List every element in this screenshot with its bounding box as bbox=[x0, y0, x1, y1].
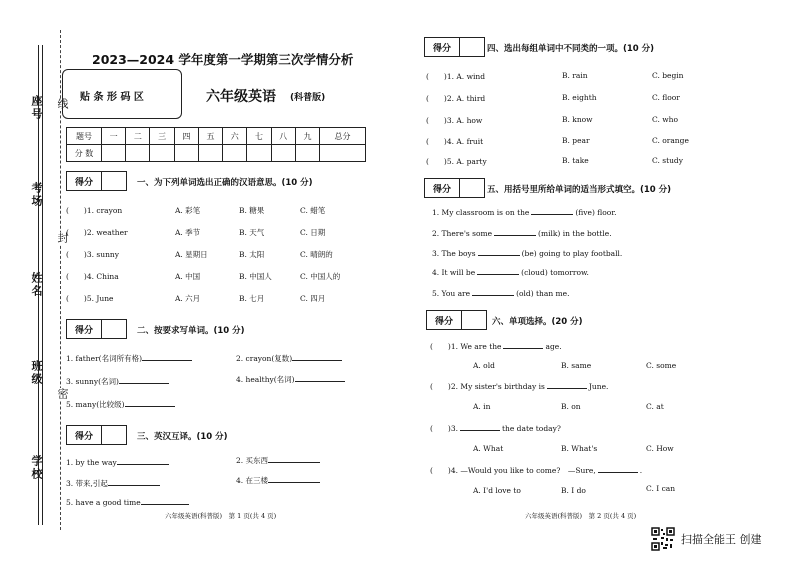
question-row[interactable]: ( )3. sunny bbox=[66, 250, 119, 259]
exam-title: 2023—2024 学年度第一学期第三次学情分析 bbox=[92, 52, 354, 67]
option-b[interactable]: B. eighth bbox=[562, 93, 597, 102]
score-input-cell[interactable] bbox=[271, 145, 295, 162]
write-item[interactable]: 5. many(比较级) bbox=[66, 399, 175, 410]
score-table-cell: 一 bbox=[102, 128, 126, 145]
option-b[interactable]: B. on bbox=[561, 402, 581, 411]
score-table-header-row bbox=[67, 128, 366, 145]
option-b[interactable]: B. 天气 bbox=[239, 228, 265, 237]
question-row[interactable]: ( )2. My sister's birthday is June. bbox=[430, 382, 609, 391]
score-input-cell[interactable] bbox=[198, 145, 222, 162]
option-a[interactable]: A. I'd love to bbox=[473, 486, 521, 495]
write-item[interactable]: 1. father(名词所有格) bbox=[66, 353, 192, 364]
option-a[interactable]: A. in bbox=[473, 402, 491, 411]
answer-blank[interactable] bbox=[108, 485, 160, 486]
option-c[interactable]: C. study bbox=[652, 156, 683, 165]
option-b[interactable]: B. pear bbox=[562, 136, 590, 145]
option-a[interactable]: A. 季节 bbox=[175, 228, 201, 237]
score-box-label: 得分 bbox=[425, 38, 460, 56]
question-row[interactable]: ( )5. A. party bbox=[426, 157, 487, 166]
answer-blank[interactable] bbox=[268, 462, 320, 463]
seal-word-top: 线 bbox=[56, 98, 69, 111]
option-c[interactable]: C. begin bbox=[652, 71, 684, 80]
write-item[interactable]: 4. healthy(名词) bbox=[236, 374, 345, 385]
margin-class-label: 班级 bbox=[30, 360, 43, 386]
score-input-cell[interactable] bbox=[295, 145, 319, 162]
seal-word-bottom: 密 bbox=[56, 388, 69, 401]
option-a[interactable]: A. 中国 bbox=[175, 272, 201, 281]
score-box-label: 得分 bbox=[427, 311, 462, 329]
score-box[interactable] bbox=[66, 171, 127, 191]
answer-blank[interactable] bbox=[598, 472, 638, 473]
option-a[interactable]: A. 六月 bbox=[175, 294, 201, 303]
score-table-cell: 二 bbox=[126, 128, 150, 145]
score-table-cell: 题号 bbox=[67, 128, 102, 145]
option-c[interactable]: C. orange bbox=[652, 136, 689, 145]
margin-school-label: 学校 bbox=[30, 455, 43, 481]
edition-label: (科普版) bbox=[290, 93, 326, 103]
option-a[interactable]: A. 彩笔 bbox=[175, 206, 201, 215]
score-box-label: 得分 bbox=[67, 426, 102, 444]
score-input-cell[interactable] bbox=[320, 145, 366, 162]
score-table-score-row bbox=[67, 145, 366, 162]
section-6-title: 六、单项选择。(20 分) bbox=[492, 317, 583, 327]
score-table-cell: 七 bbox=[247, 128, 271, 145]
option-c[interactable]: C. 晴朗的 bbox=[300, 250, 333, 259]
option-b[interactable]: B. 太阳 bbox=[239, 250, 265, 259]
fill-item[interactable]: 4. It will be (cloud) tomorrow. bbox=[432, 268, 589, 277]
score-table-cell: 八 bbox=[271, 128, 295, 145]
answer-blank[interactable] bbox=[142, 360, 192, 361]
answer-blank[interactable] bbox=[141, 504, 189, 505]
score-table-cell: 五 bbox=[198, 128, 222, 145]
score-box[interactable] bbox=[66, 319, 127, 339]
page-footer-left: 六年级英语(科普版) 第 1 页(共 4 页) bbox=[165, 512, 277, 520]
qr-code-icon bbox=[651, 527, 675, 551]
section-2-title: 二、按要求写单词。(10 分) bbox=[137, 326, 245, 336]
question-row[interactable]: ( )4. A. fruit bbox=[426, 137, 484, 146]
fill-item[interactable]: 1. My classroom is on the (five) floor. bbox=[432, 208, 617, 217]
option-c[interactable]: C. 蜡笔 bbox=[300, 206, 326, 215]
translate-item[interactable]: 1. by the way bbox=[66, 458, 169, 467]
question-row[interactable]: ( )5. June bbox=[66, 294, 114, 303]
option-c[interactable]: C. at bbox=[646, 402, 664, 411]
answer-blank[interactable] bbox=[295, 381, 345, 382]
answer-blank[interactable] bbox=[460, 430, 500, 431]
answer-blank[interactable] bbox=[292, 360, 342, 361]
question-row[interactable]: ( )3. A. how bbox=[426, 116, 483, 125]
option-a[interactable]: A. 星期日 bbox=[175, 250, 208, 259]
margin-seat-label: 座号 bbox=[30, 95, 43, 121]
write-item[interactable]: 2. crayon(复数) bbox=[236, 353, 342, 364]
score-input-cell[interactable] bbox=[126, 145, 150, 162]
option-b[interactable]: B. know bbox=[562, 115, 593, 124]
option-c[interactable]: C. some bbox=[646, 361, 677, 370]
scanner-watermark: 扫描全能王 创建 bbox=[681, 533, 762, 546]
score-box[interactable] bbox=[66, 425, 127, 445]
question-row[interactable]: ( )2. A. third bbox=[426, 94, 486, 103]
option-b[interactable]: B. What's bbox=[561, 444, 598, 453]
translate-item[interactable]: 4. 在三楼 bbox=[236, 475, 320, 486]
page-footer-right: 六年级英语(科普版) 第 2 页(共 4 页) bbox=[525, 512, 637, 520]
option-a[interactable]: A. old bbox=[473, 361, 495, 370]
section-3-title: 三、英汉互译。(10 分) bbox=[137, 432, 228, 442]
option-a[interactable]: A. What bbox=[473, 444, 504, 453]
option-b[interactable]: B. 七月 bbox=[239, 294, 265, 303]
score-table-cell: 四 bbox=[174, 128, 198, 145]
question-row[interactable]: ( )4. China bbox=[66, 272, 119, 281]
option-c[interactable]: C. 四月 bbox=[300, 294, 326, 303]
question-row[interactable]: ( )1. A. wind bbox=[426, 72, 486, 81]
answer-blank[interactable] bbox=[531, 214, 573, 215]
answer-blank[interactable] bbox=[472, 295, 514, 296]
score-table bbox=[66, 127, 366, 162]
write-item[interactable]: 3. sunny(名词) bbox=[66, 376, 169, 387]
score-box[interactable] bbox=[426, 310, 487, 330]
fill-item[interactable]: 5. You are (old) than me. bbox=[432, 289, 570, 298]
margin-exam-room-label: 考场 bbox=[30, 182, 43, 208]
answer-blank[interactable] bbox=[117, 464, 169, 465]
score-input-cell[interactable] bbox=[247, 145, 271, 162]
score-box-label: 得分 bbox=[425, 179, 460, 197]
answer-blank[interactable] bbox=[125, 406, 175, 407]
score-input-cell[interactable] bbox=[223, 145, 247, 162]
option-c[interactable]: C. floor bbox=[652, 93, 680, 102]
score-box[interactable] bbox=[424, 37, 485, 57]
answer-blank[interactable] bbox=[477, 274, 519, 275]
option-c[interactable]: C. 中国人的 bbox=[300, 272, 341, 281]
question-row[interactable]: ( )2. weather bbox=[66, 228, 128, 237]
score-input-cell[interactable] bbox=[102, 145, 126, 162]
translate-item[interactable]: 3. 带来,引起 bbox=[66, 478, 160, 489]
section-5-title: 五、用括号里所给单词的适当形式填空。(10 分) bbox=[487, 185, 672, 195]
grade-subject: 六年级英语 bbox=[206, 89, 276, 105]
score-table-cell: 分 数 bbox=[67, 145, 102, 162]
answer-blank[interactable] bbox=[547, 388, 587, 389]
option-b[interactable]: B. take bbox=[562, 156, 589, 165]
answer-blank[interactable] bbox=[494, 235, 536, 236]
answer-blank[interactable] bbox=[268, 482, 320, 483]
fill-item[interactable]: 3. The boys (be) going to play football. bbox=[432, 249, 623, 258]
fill-item[interactable]: 2. There's some (milk) in the bottle. bbox=[432, 229, 612, 238]
score-box-label: 得分 bbox=[67, 320, 102, 338]
score-box-label: 得分 bbox=[67, 172, 102, 190]
answer-blank[interactable] bbox=[503, 348, 543, 349]
score-table-cell: 三 bbox=[150, 128, 174, 145]
option-b[interactable]: B. same bbox=[561, 361, 592, 370]
answer-blank[interactable] bbox=[119, 383, 169, 384]
option-c[interactable]: C. 日期 bbox=[300, 228, 326, 237]
translate-item[interactable]: 2. 买东西 bbox=[236, 455, 320, 466]
margin-name-label: 姓名 bbox=[30, 272, 43, 298]
barcode-label: 贴 条 形 码 区 bbox=[80, 92, 144, 103]
option-c[interactable]: C. I can bbox=[646, 484, 676, 493]
option-b[interactable]: B. 糖果 bbox=[239, 206, 265, 215]
score-box[interactable] bbox=[424, 178, 485, 198]
score-table-cell: 总分 bbox=[320, 128, 366, 145]
score-input-cell[interactable] bbox=[150, 145, 174, 162]
question-row[interactable]: ( )4. —Would you like to come? —Sure, . bbox=[430, 466, 643, 475]
section-1-title: 一、为下列单词选出正确的汉语意思。(10 分) bbox=[137, 178, 313, 188]
answer-blank[interactable] bbox=[478, 255, 520, 256]
translate-item[interactable]: 5. have a good time bbox=[66, 498, 189, 507]
score-input-cell[interactable] bbox=[174, 145, 198, 162]
option-b[interactable]: B. 中国人 bbox=[239, 272, 272, 281]
option-b[interactable]: B. I do bbox=[561, 486, 586, 495]
question-row[interactable]: ( )1. crayon bbox=[66, 206, 123, 215]
option-b[interactable]: B. rain bbox=[562, 71, 588, 80]
score-table-cell: 九 bbox=[295, 128, 319, 145]
option-c[interactable]: C. who bbox=[652, 115, 679, 124]
section-4-title: 四、选出每组单词中不同类的一项。(10 分) bbox=[487, 44, 655, 54]
seal-word-mid: 封 bbox=[56, 232, 69, 245]
question-row[interactable]: ( )1. We are the age. bbox=[430, 342, 562, 351]
option-c[interactable]: C. How bbox=[646, 444, 674, 453]
question-row[interactable]: ( )3. the date today? bbox=[430, 424, 561, 433]
score-table-cell: 六 bbox=[223, 128, 247, 145]
